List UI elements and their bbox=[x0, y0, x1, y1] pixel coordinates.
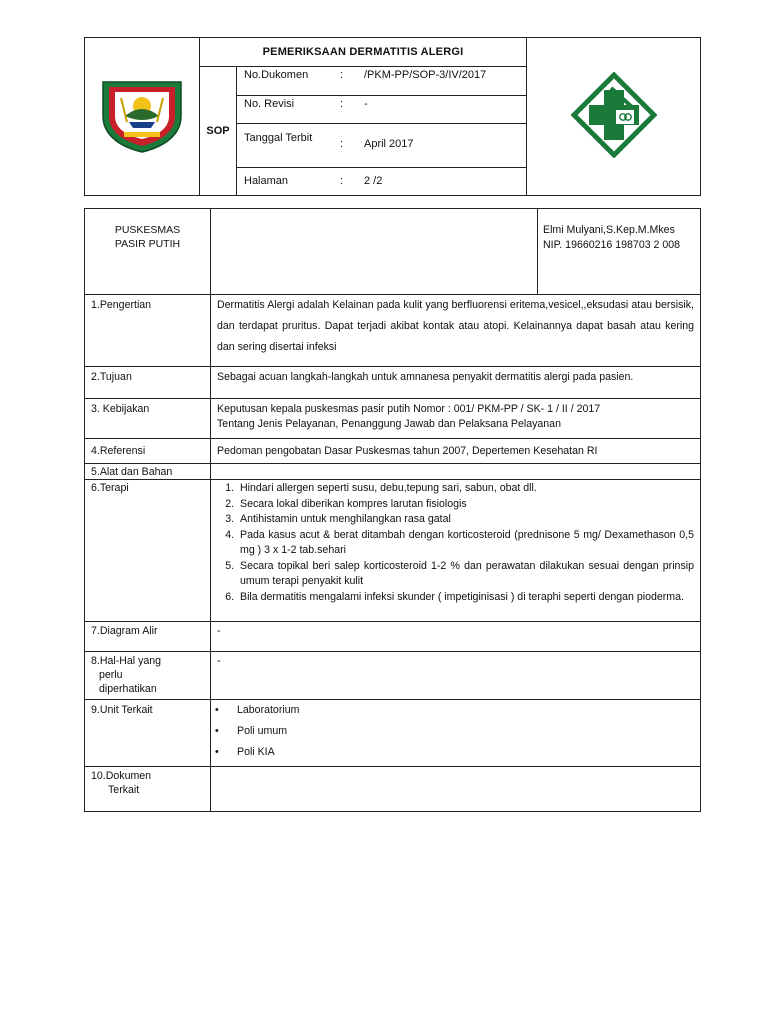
field-label: Tanggal Terbit bbox=[244, 132, 313, 144]
org-name-line1: PUSKESMAS bbox=[114, 224, 181, 236]
row-label-unit: 9.Unit Terkait bbox=[85, 700, 211, 767]
list-item: 2. Secara lokal diberikan kompres larutan fisiologis bbox=[237, 497, 694, 513]
list-item bbox=[213, 703, 694, 724]
signer-nip: NIP. 19660216 198703 2 008 bbox=[543, 239, 681, 251]
row-label-diagram: 7.Diagram Alir bbox=[85, 622, 211, 652]
kebijakan-line2: Tentang Jenis Pelayanan, Penanggung Jawab dan Pelaksana Pelayanan bbox=[217, 418, 561, 430]
terapi-list bbox=[217, 481, 694, 605]
field-value: 2 /2 bbox=[364, 175, 383, 187]
hal-label-line1: 8.Hal-Hal yang bbox=[91, 655, 162, 667]
green-cross-house-icon bbox=[571, 72, 657, 158]
org-name-line2: PASIR PUTIH bbox=[114, 238, 181, 250]
row-label-alat: 5.Alat dan Bahan bbox=[85, 464, 211, 480]
row-text-kebijakan bbox=[211, 399, 701, 439]
row-text-alat bbox=[211, 464, 701, 480]
field-label: No.Dukomen bbox=[244, 69, 309, 81]
row-text-hal: - bbox=[211, 652, 701, 700]
bullet-icon: • bbox=[215, 725, 219, 737]
row-text-terapi bbox=[211, 480, 701, 622]
sop-label: SOP bbox=[200, 67, 237, 196]
row-label-kebijakan: 3. Kebijakan bbox=[85, 399, 211, 439]
field-sep: : bbox=[340, 69, 344, 81]
bullet-icon: • bbox=[215, 746, 219, 758]
list-item bbox=[213, 745, 694, 766]
hal-label-line3: diperhatikan bbox=[99, 683, 157, 695]
field-value: - bbox=[364, 98, 368, 110]
sop-body-table bbox=[84, 208, 701, 812]
list-item: 5. Secara topikal beri salep korticosteroid 1-2 % dan perawatan dilakukan sesuai dengan prinsip umum terapi penyakit kulit bbox=[237, 559, 694, 590]
document-title: PEMERIKSAAN DERMATITIS ALERGI bbox=[200, 38, 527, 67]
field-sep: : bbox=[340, 98, 344, 110]
field-halaman bbox=[237, 168, 527, 196]
regency-seal-icon bbox=[97, 76, 187, 154]
field-no-revisi bbox=[237, 96, 527, 124]
list-item: 3. Antihistamin untuk menghilangkan rasa gatal bbox=[237, 512, 694, 528]
field-tanggal-terbit bbox=[237, 124, 527, 168]
unit-item-label: Poli KIA bbox=[237, 746, 275, 758]
list-item: 4. Pada kasus acut & berat ditambah dengan korticosteroid (prednisone 5 mg/ Dexamethason 0,5 mg ) 3 x 1-2 tab.sehari bbox=[237, 528, 694, 559]
row-label-tujuan: 2.Tujuan bbox=[85, 367, 211, 399]
field-sep: : bbox=[340, 175, 344, 187]
row-label-hal bbox=[85, 652, 211, 700]
row-text-tujuan: Sebagai acuan langkah-langkah untuk amnanesa penyakit dermatitis alergi pada pasien. bbox=[211, 367, 701, 399]
list-item: 6. Bila dermatitis mengalami infeksi skunder ( impetiginisasi ) di teraphi seperti dengan pioderma. bbox=[237, 590, 694, 606]
dokumen-label-line2: Terkait bbox=[108, 784, 140, 796]
header-table bbox=[84, 37, 701, 196]
signer-cell bbox=[538, 209, 701, 295]
org-blank-cell bbox=[211, 209, 538, 295]
row-label-terapi: 6.Terapi bbox=[85, 480, 211, 622]
list-item: 1. Hindari allergen seperti susu, debu,tepung sari, sabun, obat dll. bbox=[237, 481, 694, 497]
field-no-dokumen bbox=[237, 67, 527, 96]
field-value: /PKM-PP/SOP-3/IV/2017 bbox=[364, 69, 487, 81]
dokumen-label-line1: 10.Dokumen bbox=[91, 770, 152, 782]
left-logo-cell bbox=[85, 38, 200, 196]
unit-item-label: Poli umum bbox=[237, 725, 288, 737]
hal-label-line2: perlu bbox=[99, 669, 123, 681]
kebijakan-line1: Keputusan kepala puskesmas pasir putih Nomor : 001/ PKM-PP / SK- 1 / II / 2017 bbox=[217, 403, 601, 415]
row-text-referensi: Pedoman pengobatan Dasar Puskesmas tahun 2007, Depertemen Kesehatan RI bbox=[211, 439, 701, 464]
unit-list bbox=[213, 703, 694, 766]
right-logo-cell bbox=[527, 38, 701, 196]
row-label-dokumen bbox=[85, 767, 211, 812]
field-label: No. Revisi bbox=[244, 98, 295, 110]
row-text-unit bbox=[211, 700, 701, 767]
list-item bbox=[213, 724, 694, 745]
row-text-diagram: - bbox=[211, 622, 701, 652]
org-cell bbox=[85, 209, 211, 295]
row-text-pengertian: Dermatitis Alergi adalah Kelainan pada kulit yang berfluorensi eritema,vesicel,,eksudasi atau bersisik, dan terdapat pruritus. Dapat terjadi akibat kontak atau atopi. Kelainannya dapat basah atau kering dan sering disertai infeksi bbox=[211, 295, 701, 367]
field-label: Halaman bbox=[244, 175, 289, 187]
row-label-pengertian: 1.Pengertian bbox=[85, 295, 211, 367]
bullet-icon: • bbox=[215, 704, 219, 716]
field-value: April 2017 bbox=[364, 138, 414, 150]
row-text-dokumen bbox=[211, 767, 701, 812]
row-label-referensi: 4.Referensi bbox=[85, 439, 211, 464]
unit-item-label: Laboratorium bbox=[237, 704, 300, 716]
field-sep: : bbox=[340, 138, 344, 150]
signer-name: Elmi Mulyani,S.Kep.M.Mkes bbox=[543, 224, 675, 236]
